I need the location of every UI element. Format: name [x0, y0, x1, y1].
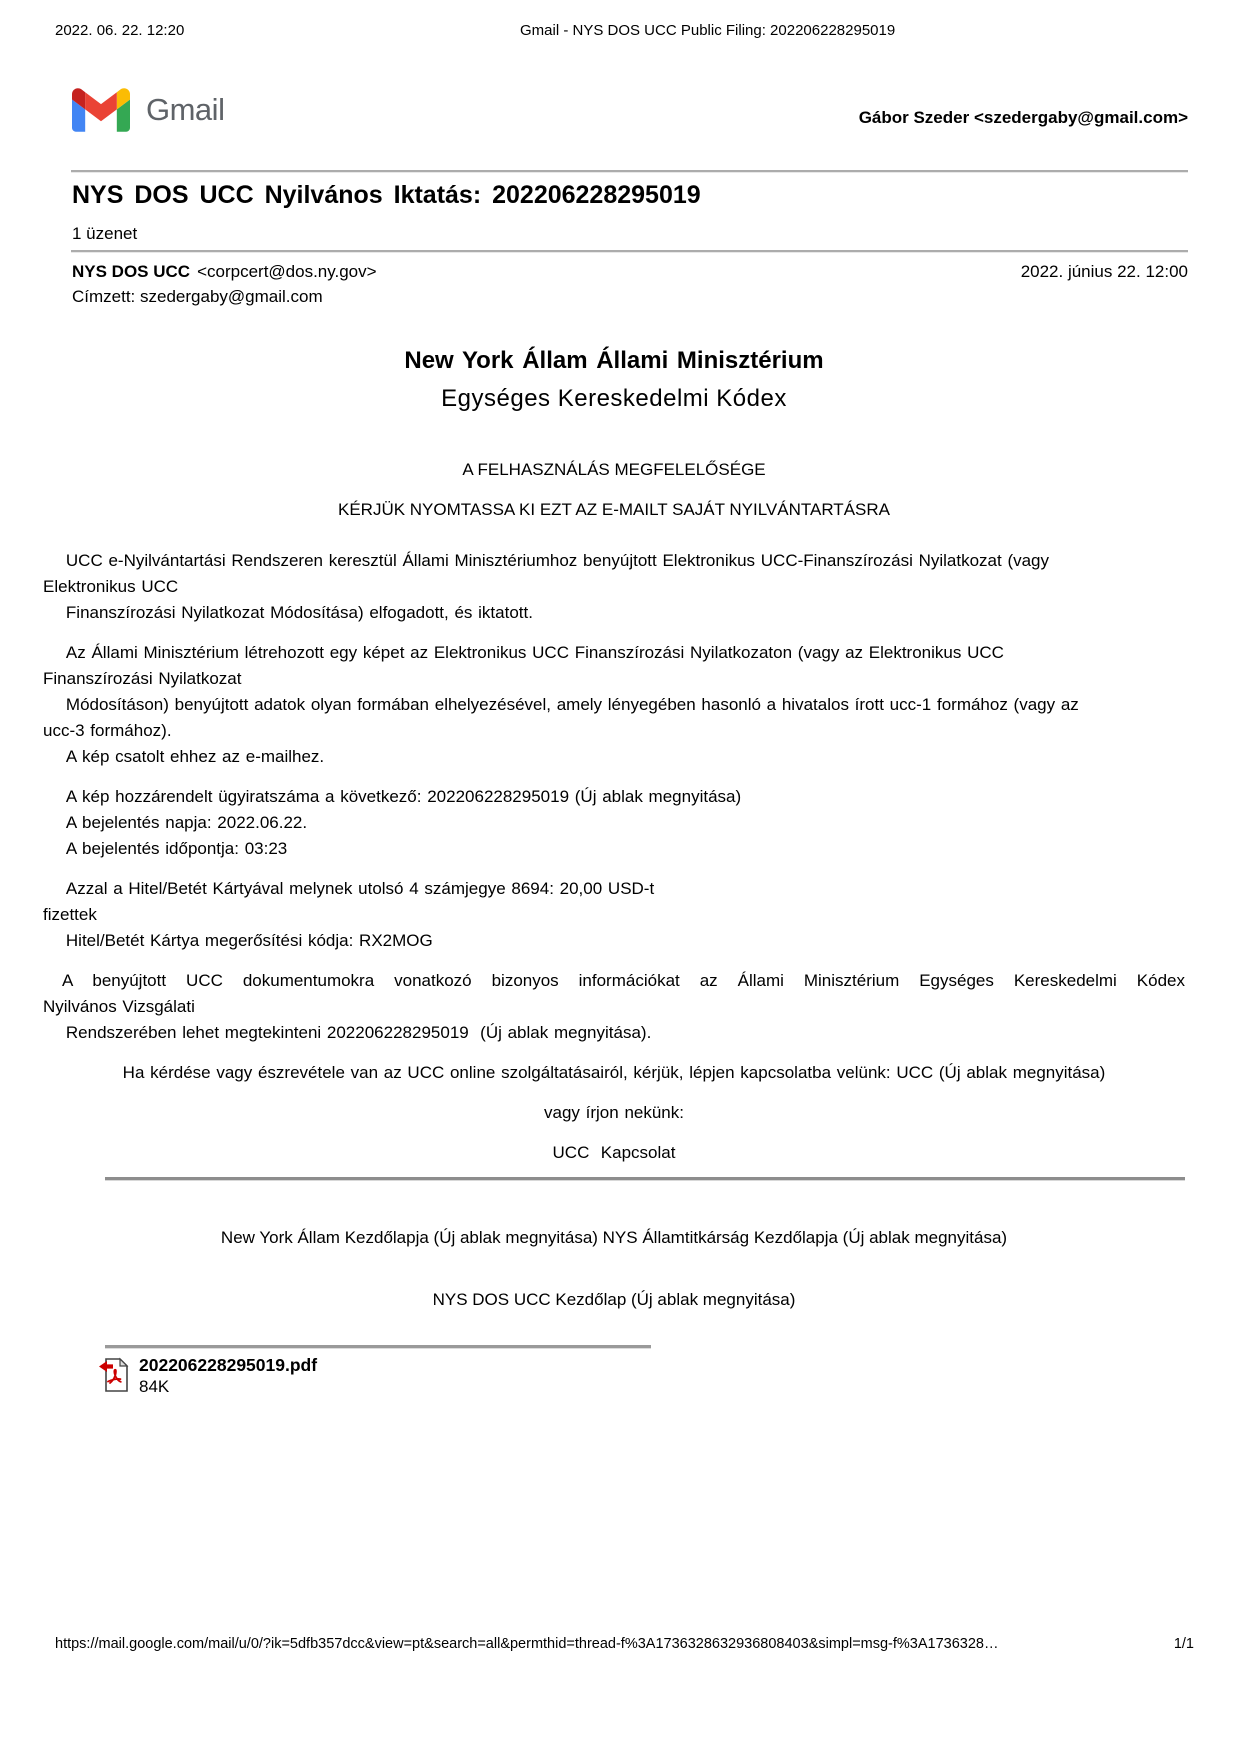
divider	[71, 170, 1188, 173]
sender	[72, 262, 377, 282]
body-line: Ha kérdése vagy észrevétele van az UCC online szolgáltatásairól, kérjük, lépjen kapcsolatba velünk: UCC (Új ablak megnyitása)	[122, 1063, 1106, 1082]
body-line: Finanszírozási Nyilatkozat Módosítása) elfogadott, és iktatott.	[43, 603, 533, 622]
body-line: fizettek	[43, 905, 97, 924]
body-heading-line1: New York Állam Állami Minisztérium	[404, 347, 824, 374]
print-footer	[55, 1636, 1194, 1652]
body-line: Rendszerében lehet megtekinteni 202206228295019 (Új ablak megnyitása).	[43, 1023, 652, 1042]
body-line: Az Állami Minisztérium létrehozott egy képet az Elektronikus UCC Finanszírozási Nyilatkozaton (vagy az Elektronikus UCC	[43, 643, 1004, 662]
print-header-datetime: 2022. 06. 22. 12:20	[55, 22, 185, 39]
paragraph	[43, 876, 1185, 954]
body-line: UCC e-Nyilvántartási Rendszeren keresztül Állami Minisztériumhoz benyújtott Elektronikus UCC-Finanszírozási Nyilatkozat (vagy	[43, 551, 1050, 570]
ucc-homepage-link-line: NYS DOS UCC Kezdőlap (Új ablak megnyitása)	[432, 1290, 796, 1309]
body-line: vagy írjon nekünk:	[544, 1103, 684, 1122]
attachment-size: 84K	[139, 1377, 170, 1396]
body-line: Nyilvános Vizsgálati	[43, 997, 195, 1016]
paragraph	[43, 1060, 1185, 1086]
paragraph	[43, 640, 1185, 770]
body-line: Azzal a Hitel/Betét Kártyával melynek utolsó 4 számjegye 8694: 20,00 USD-t	[43, 879, 655, 898]
paragraph	[43, 784, 1185, 862]
print-header-document-title: Gmail - NYS DOS UCC Public Filing: 202206228295019	[520, 22, 896, 39]
attachment-item[interactable]	[98, 1354, 317, 1398]
body-line: A kép csatolt ehhez az e-mailhez.	[43, 747, 325, 766]
attachment-divider	[105, 1345, 651, 1349]
sender-email: <corpcert@dos.ny.gov>	[197, 262, 377, 281]
body-heading-line2: Egységes Kereskedelmi Kódex	[441, 385, 787, 412]
recipient: Címzett: szedergaby@gmail.com	[72, 287, 323, 306]
body-line: A benyújtott UCC dokumentumokra vonatkozó bizonyos információkat az Állami Minisztérium Egységes Kereskedelmi Kódex	[62, 971, 1185, 990]
body-line: A kép hozzárendelt ügyiratszáma a következő: 202206228295019 (Új ablak megnyitása)	[43, 787, 742, 806]
paragraph	[43, 1100, 1185, 1126]
pdf-file-icon	[98, 1356, 130, 1394]
body-line: ucc-3 formához).	[43, 721, 172, 740]
message-header	[72, 262, 1188, 282]
body-notice-line1: A FELHASZNÁLÁS MEGFELELŐSÉGE	[462, 460, 766, 479]
account-owner: Gábor Szeder <szedergaby@gmail.com>	[858, 108, 1188, 127]
gmail-wordmark: Gmail	[146, 92, 225, 127]
divider	[71, 250, 1188, 253]
body-paragraphs	[43, 548, 1185, 1166]
thread-subject: NYS DOS UCC Nyilvános Iktatás: 202206228295019	[72, 181, 701, 209]
paragraph	[43, 968, 1185, 1046]
thread-message-count: 1 üzenet	[72, 224, 138, 243]
attachment-filename[interactable]: 202206228295019.pdf	[139, 1355, 318, 1375]
divider	[105, 1177, 1185, 1181]
body-line: Hitel/Betét Kártya megerősítési kódja: RX2MOG	[43, 931, 433, 950]
body-line: Módosításon) benyújtott adatok olyan formában elhelyezésével, amely lényegében hasonló a hivatalos írott ucc-1 formához (vagy az	[43, 695, 1079, 714]
paragraph	[43, 548, 1185, 626]
body-line: A bejelentés időpontja: 03:23	[43, 839, 288, 858]
body-line: Finanszírozási Nyilatkozat	[43, 669, 242, 688]
homepage-links-line: New York Állam Kezdőlapja (Új ablak megnyitása) NYS Államtitkárság Kezdőlapja (Új ablak megnyitása)	[220, 1228, 1008, 1247]
body-line: UCC Kapcsolat	[552, 1143, 676, 1162]
print-footer-page-indicator: 1/1	[1173, 1636, 1194, 1652]
message-body	[43, 345, 1185, 1180]
body-line: A bejelentés napja: 2022.06.22.	[43, 813, 308, 832]
gmail-m-icon	[72, 88, 130, 132]
gmail-logo	[72, 88, 224, 132]
message-date: 2022. június 22. 12:00	[1020, 262, 1188, 281]
sender-name: NYS DOS UCC	[72, 262, 191, 281]
paragraph	[43, 1140, 1185, 1166]
body-notice-line2: KÉRJÜK NYOMTASSA KI EZT AZ E-MAILT SAJÁT NYILVÁNTARTÁSRA	[337, 500, 890, 519]
print-footer-url: https://mail.google.com/mail/u/0/?ik=5dfb357dcc&view=pt&search=all&permthid=thread-f%3A1736328632936808403&simpl=msg-f%3A1736328…	[55, 1636, 999, 1652]
body-line: Elektronikus UCC	[43, 577, 179, 596]
